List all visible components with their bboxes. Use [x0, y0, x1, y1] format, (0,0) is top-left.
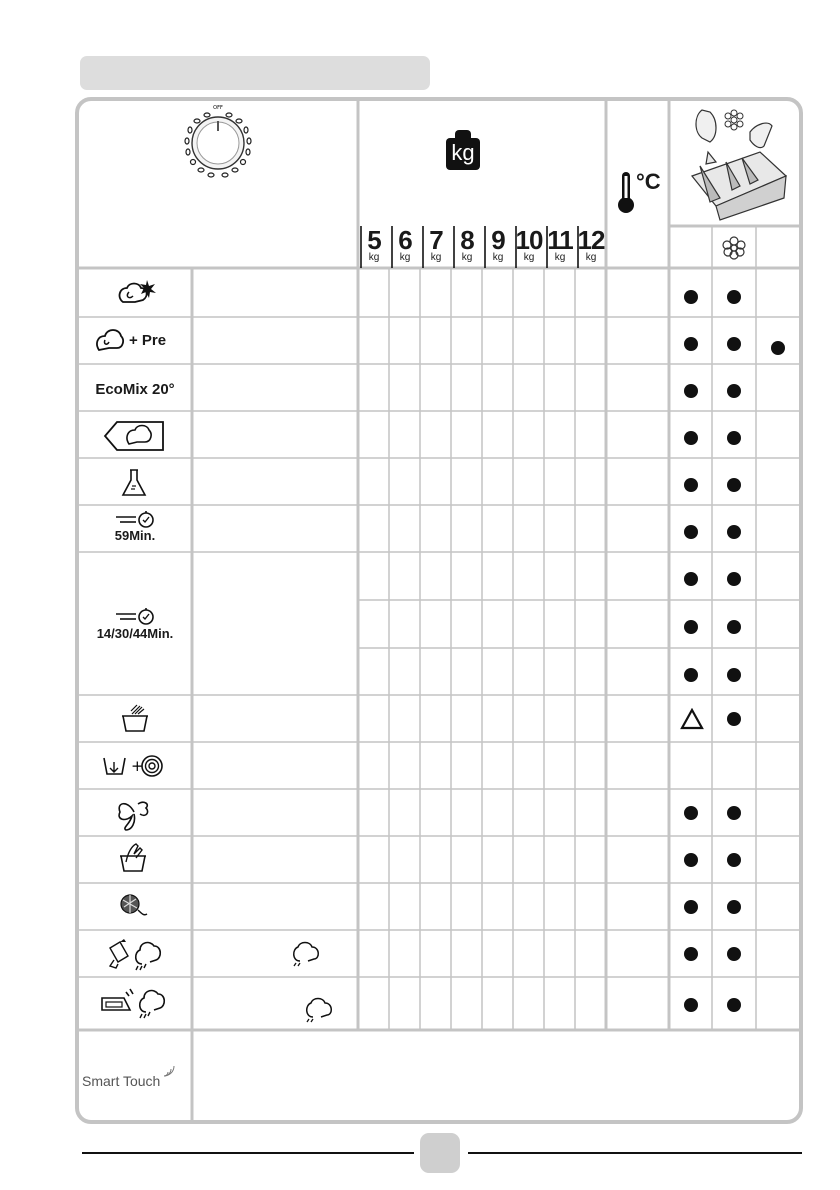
softener-compartment-mark [727, 572, 741, 586]
softener-compartment-mark [727, 384, 741, 398]
fast-timer-icon [114, 606, 156, 626]
hand-wash-icon [118, 842, 148, 874]
prewash-compartment-mark [684, 806, 698, 820]
softener-compartment-mark [727, 478, 741, 492]
prewash-compartment-mark [684, 620, 698, 634]
detergent-drawer-icon [680, 106, 792, 222]
prewash-compartment-mark [684, 431, 698, 445]
baby-steam-icon [102, 938, 164, 972]
program-14-30-44min: 14/30/44Min. [80, 606, 190, 646]
program-59min: 59Min. [100, 509, 170, 545]
footer-rule-left [82, 1152, 414, 1154]
page-number-badge [420, 1133, 460, 1173]
mixed-fabrics-icon [115, 278, 159, 308]
prewash-compartment-mark [684, 668, 698, 682]
smart-touch-label: Smart Touch [82, 1072, 178, 1089]
prewash-compartment-mark [684, 290, 698, 304]
fast-timer-icon [114, 509, 156, 529]
prewash-compartment-mark [684, 572, 698, 586]
softener-compartment-mark [727, 620, 741, 634]
prewash-compartment-mark [684, 384, 698, 398]
kg-column-10: 10 kg [515, 225, 543, 263]
program-dial-icon [180, 103, 256, 181]
prewash-compartment-mark [684, 478, 698, 492]
cotton-icon [95, 326, 125, 354]
svg-text:OFF: OFF [213, 105, 223, 111]
prewash-compartment-mark [684, 853, 698, 867]
softener-compartment-mark [727, 998, 741, 1012]
prewash-compartment-mark [684, 900, 698, 914]
wool-icon [118, 890, 148, 920]
softener-compartment-mark [727, 290, 741, 304]
kg-column-7: 7 kg [429, 225, 443, 263]
prewash-compartment-mark [684, 947, 698, 961]
kg-column-8: 8 kg [460, 225, 474, 263]
kg-column-6: 6 kg [398, 225, 412, 263]
softener-compartment-mark [727, 900, 741, 914]
third-compartment-mark [771, 341, 785, 355]
softener-compartment-mark [727, 525, 741, 539]
delicates-butterfly-icon [114, 798, 154, 832]
flask-icon [121, 468, 147, 498]
ecomix-20-label: EcoMix 20° [95, 381, 175, 398]
nfc-signal-icon [162, 1064, 176, 1078]
drain-spin-icon [102, 752, 164, 780]
softener-compartment-mark [727, 853, 741, 867]
softener-compartment-mark [727, 431, 741, 445]
kg-column-12: 12 kg [577, 225, 605, 263]
temperature-header: °C [616, 170, 662, 214]
weight-kg-icon: kg [446, 130, 480, 170]
prewash-compartment-mark [684, 525, 698, 539]
iron-steam-icon [100, 986, 166, 1020]
softener-flower-icon [722, 236, 746, 260]
kg-column-9: 9 kg [491, 225, 505, 263]
kg-column-5: 5 kg [367, 225, 381, 263]
cotton-prewash-label: + Pre [95, 326, 185, 356]
softener-compartment-mark [727, 947, 741, 961]
svg-text:+: + [131, 757, 144, 775]
softener-compartment-mark [727, 806, 741, 820]
rinse-shower-icon [120, 704, 150, 734]
eco-cotton-tag-icon [103, 420, 165, 452]
softener-compartment-mark [727, 337, 741, 351]
softener-compartment-mark [727, 668, 741, 682]
kg-column-11: 11 kg [547, 225, 573, 263]
footer-rule-right [468, 1152, 802, 1154]
prewash-compartment-mark [684, 337, 698, 351]
triangle-mark-icon [680, 708, 704, 730]
thermometer-icon [616, 170, 636, 214]
softener-compartment-mark [727, 712, 741, 726]
prewash-compartment-mark [684, 998, 698, 1012]
steam-cloud-icon [303, 997, 333, 1023]
steam-cloud-icon [290, 941, 320, 967]
